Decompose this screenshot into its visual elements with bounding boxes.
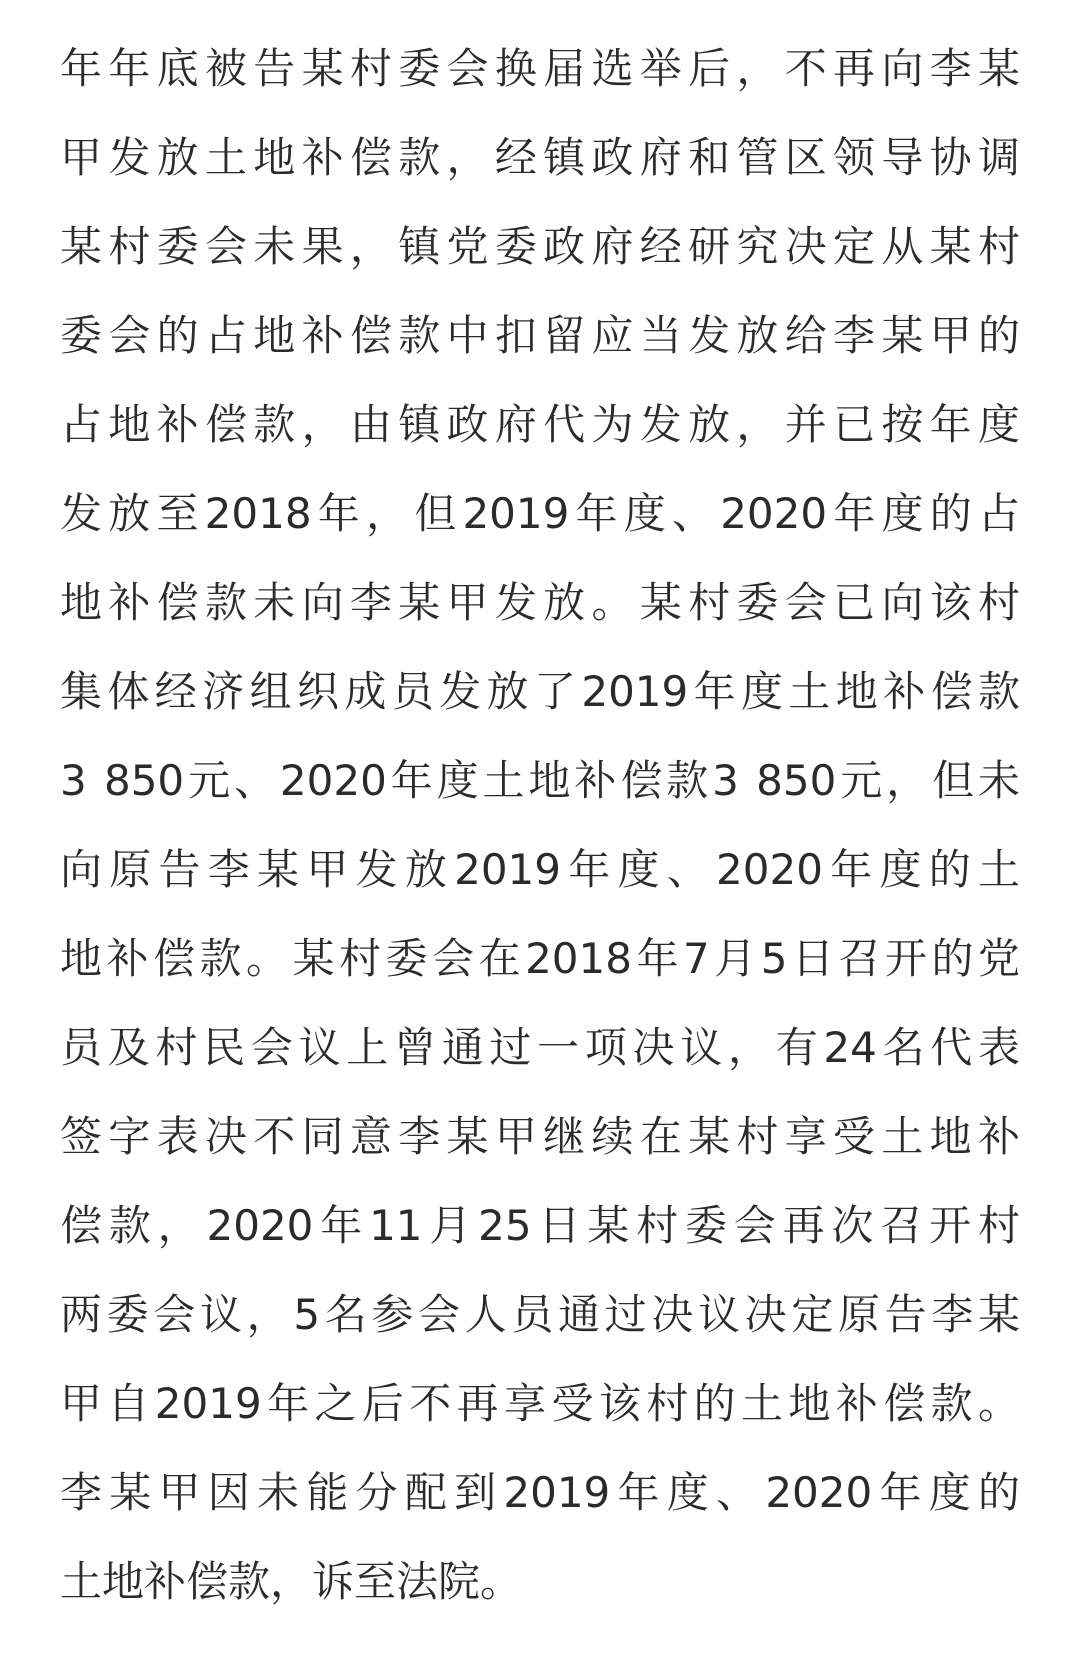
- article-line-16: 甲自2019年之后不再享受该村的土地补偿款。: [60, 1379, 1020, 1428]
- article-line-8: 集体经济组织成员发放了2019年度土地补偿款: [60, 667, 1020, 716]
- article-line-6: 发放至2018年，但2019年度、2020年度的占: [60, 489, 1020, 538]
- article-body: [60, 24, 1020, 1626]
- article-line-9: 3 850元、2020年度土地补偿款3 850元，但未: [60, 756, 1020, 805]
- article-line-18: 土地补偿款，诉至法院。: [60, 1557, 523, 1606]
- article-line-2: 甲发放土地补偿款，经镇政府和管区领导协调: [60, 133, 1020, 182]
- article-line-17: 李某甲因未能分配到2019年度、2020年度的: [60, 1468, 1020, 1517]
- article-line-3: 某村委会未果，镇党委政府经研究决定从某村: [60, 222, 1020, 271]
- article-line-1: 年年底被告某村委会换届选举后，不再向李某: [60, 44, 1020, 93]
- article-line-11: 地补偿款。某村委会在2018年7月5日召开的党: [60, 934, 1020, 983]
- article-line-15: 两委会议，5名参会人员通过决议决定原告李某: [60, 1290, 1020, 1339]
- article-line-12: 员及村民会议上曾通过一项决议，有24名代表: [60, 1023, 1020, 1072]
- article-line-10: 向原告李某甲发放2019年度、2020年度的土: [60, 845, 1020, 894]
- article-line-13: 签字表决不同意李某甲继续在某村享受土地补: [60, 1112, 1020, 1161]
- article-line-7: 地补偿款未向李某甲发放。某村委会已向该村: [60, 578, 1020, 627]
- article-line-14: 偿款，2020年11月25日某村委会再次召开村: [60, 1201, 1020, 1250]
- article-line-4: 委会的占地补偿款中扣留应当发放给李某甲的: [60, 311, 1020, 360]
- article-line-5: 占地补偿款，由镇政府代为发放，并已按年度: [60, 400, 1020, 449]
